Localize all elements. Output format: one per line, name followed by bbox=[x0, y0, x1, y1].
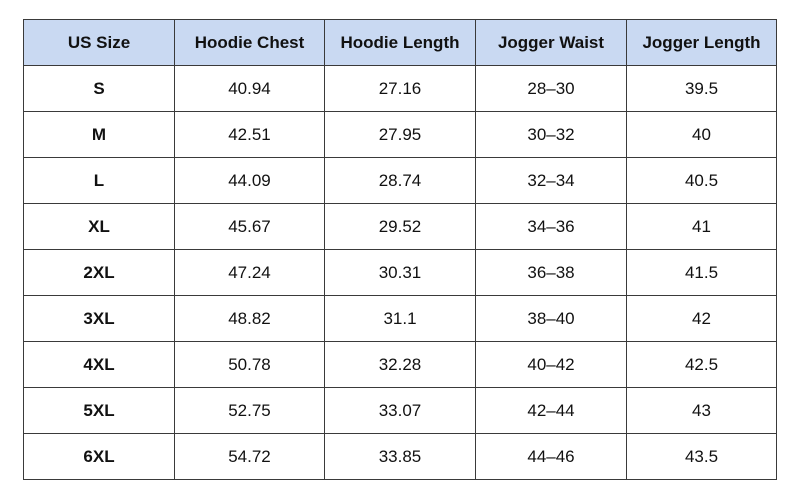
hoodie-length-cell: 33.07 bbox=[325, 388, 476, 434]
table-row bbox=[24, 296, 777, 342]
jogger-length-cell: 41.5 bbox=[627, 250, 777, 296]
jogger-length-cell: 40 bbox=[627, 112, 777, 158]
size-cell: 5XL bbox=[24, 388, 175, 434]
jogger-length-cell: 43 bbox=[627, 388, 777, 434]
size-cell: L bbox=[24, 158, 175, 204]
hoodie-chest-cell: 50.78 bbox=[175, 342, 325, 388]
header-row bbox=[24, 20, 777, 66]
jogger-length-cell: 39.5 bbox=[627, 66, 777, 112]
size-chart-body bbox=[24, 66, 777, 480]
hoodie-length-cell: 27.95 bbox=[325, 112, 476, 158]
hoodie-length-cell: 33.85 bbox=[325, 434, 476, 480]
size-chart-header bbox=[24, 20, 777, 66]
hoodie-length-cell: 31.1 bbox=[325, 296, 476, 342]
jogger-waist-cell: 28–30 bbox=[476, 66, 627, 112]
header-hoodie-chest: Hoodie Chest bbox=[175, 20, 325, 66]
jogger-length-cell: 41 bbox=[627, 204, 777, 250]
hoodie-chest-cell: 45.67 bbox=[175, 204, 325, 250]
jogger-waist-cell: 40–42 bbox=[476, 342, 627, 388]
hoodie-length-cell: 32.28 bbox=[325, 342, 476, 388]
hoodie-length-cell: 30.31 bbox=[325, 250, 476, 296]
table-row bbox=[24, 342, 777, 388]
size-cell: S bbox=[24, 66, 175, 112]
size-cell: 6XL bbox=[24, 434, 175, 480]
jogger-waist-cell: 36–38 bbox=[476, 250, 627, 296]
jogger-waist-cell: 44–46 bbox=[476, 434, 627, 480]
hoodie-length-cell: 28.74 bbox=[325, 158, 476, 204]
header-jogger-length: Jogger Length bbox=[627, 20, 777, 66]
hoodie-length-cell: 27.16 bbox=[325, 66, 476, 112]
jogger-waist-cell: 42–44 bbox=[476, 388, 627, 434]
size-cell: XL bbox=[24, 204, 175, 250]
hoodie-chest-cell: 44.09 bbox=[175, 158, 325, 204]
table-row bbox=[24, 250, 777, 296]
header-jogger-waist: Jogger Waist bbox=[476, 20, 627, 66]
hoodie-length-cell: 29.52 bbox=[325, 204, 476, 250]
size-cell: 3XL bbox=[24, 296, 175, 342]
jogger-waist-cell: 32–34 bbox=[476, 158, 627, 204]
table-row bbox=[24, 158, 777, 204]
hoodie-chest-cell: 48.82 bbox=[175, 296, 325, 342]
jogger-waist-cell: 38–40 bbox=[476, 296, 627, 342]
header-hoodie-length: Hoodie Length bbox=[325, 20, 476, 66]
hoodie-chest-cell: 40.94 bbox=[175, 66, 325, 112]
jogger-length-cell: 42.5 bbox=[627, 342, 777, 388]
hoodie-chest-cell: 47.24 bbox=[175, 250, 325, 296]
table-row bbox=[24, 66, 777, 112]
jogger-waist-cell: 30–32 bbox=[476, 112, 627, 158]
size-cell: 4XL bbox=[24, 342, 175, 388]
table-row bbox=[24, 204, 777, 250]
table-row bbox=[24, 112, 777, 158]
size-cell: 2XL bbox=[24, 250, 175, 296]
table-row bbox=[24, 388, 777, 434]
size-cell: M bbox=[24, 112, 175, 158]
jogger-waist-cell: 34–36 bbox=[476, 204, 627, 250]
table-row bbox=[24, 434, 777, 480]
jogger-length-cell: 42 bbox=[627, 296, 777, 342]
hoodie-chest-cell: 42.51 bbox=[175, 112, 325, 158]
hoodie-chest-cell: 54.72 bbox=[175, 434, 325, 480]
jogger-length-cell: 43.5 bbox=[627, 434, 777, 480]
header-us-size: US Size bbox=[24, 20, 175, 66]
size-chart-table bbox=[23, 19, 777, 480]
jogger-length-cell: 40.5 bbox=[627, 158, 777, 204]
hoodie-chest-cell: 52.75 bbox=[175, 388, 325, 434]
